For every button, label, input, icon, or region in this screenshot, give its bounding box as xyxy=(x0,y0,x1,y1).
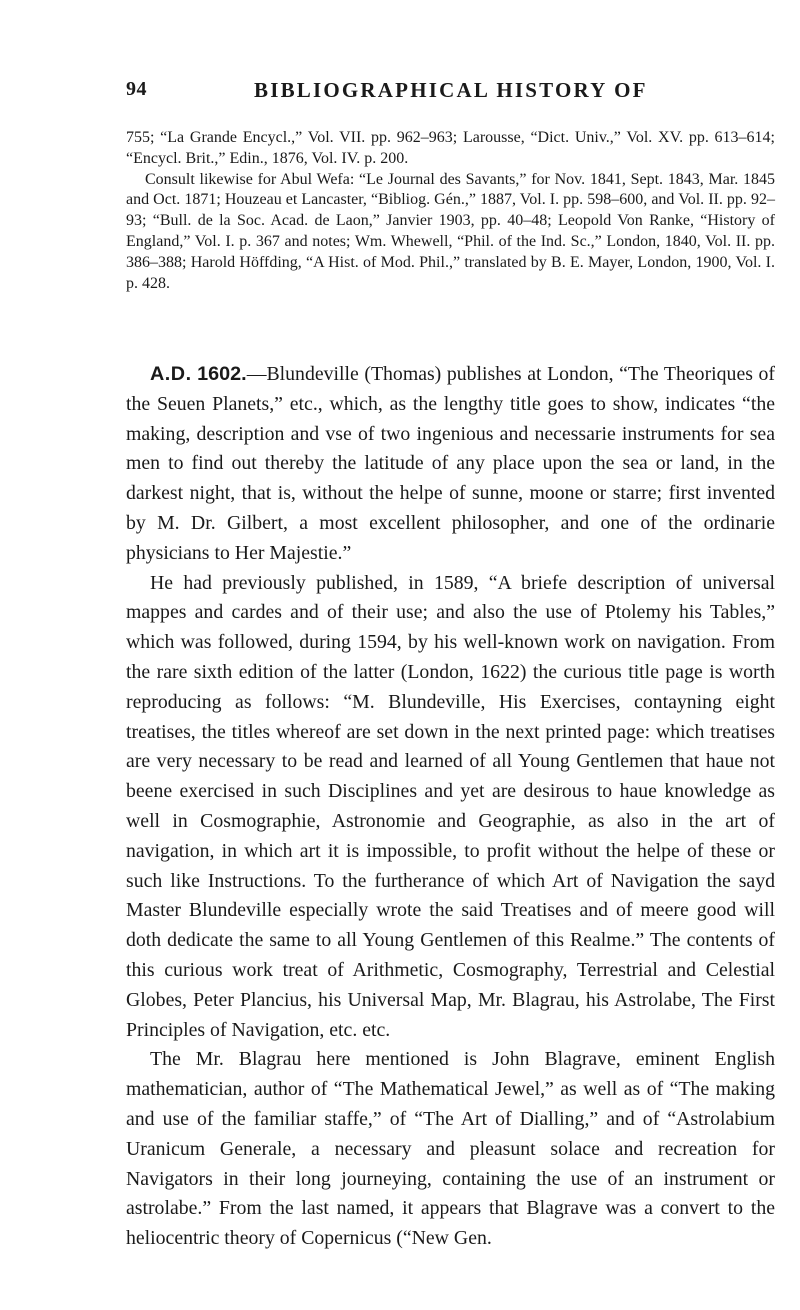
reference-paragraph: 755; “La Grande Encycl.,” Vol. VII. pp. 962–963; Larousse, “Dict. Univ.,” Vol. XV. pp. 613–614; “Encycl. Brit.,” Edin., 1876, Vol. IV. p. 200. xyxy=(126,129,775,167)
entry-paragraph: He had previously published, in 1589, “A briefe description of universal mappes and cardes and of their use; and also the use of Ptolemy his Tables,” which was followed, during 1594, by his well-known work on navigation. From the rare sixth edition of the latter (London, 1622) the curious title page is worth reproducing as follows: “M. Blundeville, His Exercises, contayning eight treatises, the titles whereof are set down in the next printed page: which treatises are very necessary to be read and learned of all Young Gentlemen that haue not beene exercised in such Disciplines and yet are desirous to haue knowledge as well in Cosmographie, Astronomie and Geographie, as also in the art of navigation, in which art it is impossible, to profit without the helpe of these or such like Instructions. To the furtherance of which Art of Navigation the sayd Master Blundeville especially wrote the said Treatises and of meere good will doth dedicate the same to all Young Gentlemen of this Realme.” The contents of this curious work treat of Arithmetic, Cosmography, Terrestrial and Celestial Globes, Peter Plancius, his Universal Map, Mr. Blagrau, his Astrolabe, The First Principles of Navigation, etc. etc. xyxy=(126,571,775,1041)
page-number: 94 xyxy=(126,78,147,100)
running-head: BIBLIOGRAPHICAL HISTORY OF xyxy=(254,78,648,102)
page-header xyxy=(126,78,774,108)
entry-year: 1602. xyxy=(197,363,247,385)
ad-label: A.D. xyxy=(150,363,192,385)
reference-notes xyxy=(126,128,775,294)
entry-1602 xyxy=(126,360,775,1254)
entry-paragraph: The Mr. Blagrau here mentioned is John Blagrave, eminent English mathematician, author of “The Mathematical Jewel,” as well as of “The making and use of the familiar staffe,” of “The Art of Dialling,” and of “Astrolabium Uranicum Generale, a necessary and pleasunt solace and recreation for Navigators in their long journeying, containing the use of an instrument or astrolabe.” From the last named, it appears that Blagrave was a convert to the heliocentric theory of Copernicus (“New Gen. xyxy=(126,1048,775,1250)
entry-text: —Blundeville (Thomas) publishes at London, “The Theoriques of the Seuen Planets,” etc., which, as the lengthy title goes to show, indicates “the making, description and vse of two ingenious and necessarie instruments for sea men to find out thereby the latitude of any place upon the sea or land, in the darkest night, that is, without the helpe of sunne, moone or starre; first invented by M. Dr. Gilbert, a most excellent philosopher, and one of the ordinarie physicians to Her Majestie.” xyxy=(126,363,775,564)
reference-paragraph: Consult likewise for Abul Wefa: “Le Journal des Savants,” for Nov. 1841, Sept. 1843, Mar. 1845 and Oct. 1871; Houzeau et Lancaster, “Bibliog. Gén.,” 1887, Vol. I. pp. 598–600, and Vol. II. pp. 92–93; “Bull. de la Soc. Acad. de Laon,” Janvier 1903, pp. 40–48; Leopold Von Ranke, “History of England,” Vol. I. p. 367 and notes; Wm. Whewell, “Phil. of the Ind. Sc.,” London, 1840, Vol. II. pp. 386–388; Harold Höffding, “A Hist. of Mod. Phil.,” translated by B. E. Mayer, London, 1900, Vol. I. p. 428. xyxy=(126,170,775,292)
entry-paragraph xyxy=(126,360,775,569)
